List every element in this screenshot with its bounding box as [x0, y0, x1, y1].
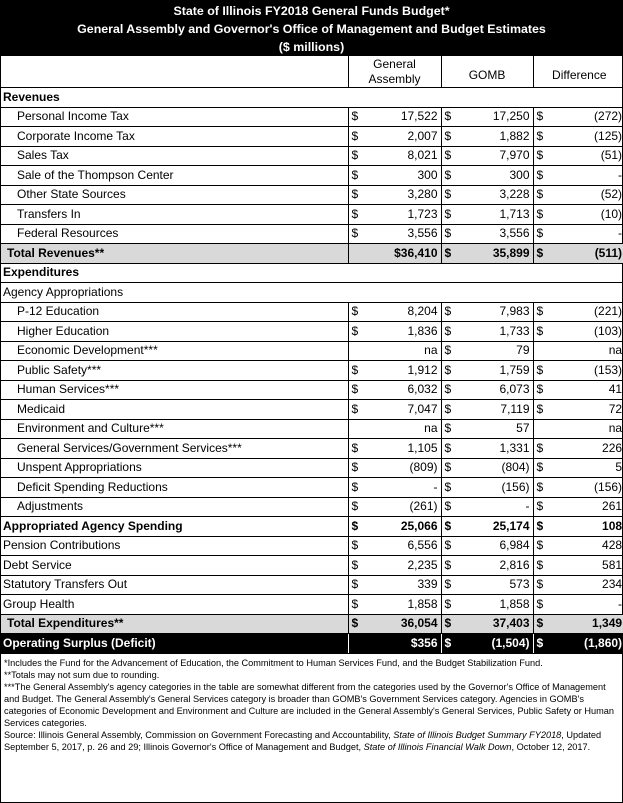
difference-value: (1,860) [546, 634, 623, 654]
ga-value: 6,032 [361, 380, 441, 400]
title-block [1, 1, 622, 56]
column-header-row [1, 56, 623, 88]
difference-value: (272) [546, 107, 623, 127]
ga-currency-symbol: $ [348, 400, 361, 420]
operating-surplus-row [1, 634, 623, 654]
ga-value: $36,410 [361, 244, 441, 264]
gomb-currency-symbol: $ [441, 127, 454, 147]
row-label: Sale of the Thompson Center [1, 166, 348, 186]
gomb-currency-symbol: $ [441, 458, 454, 478]
ga-value: 1,912 [361, 361, 441, 381]
ga-currency-symbol: $ [348, 107, 361, 127]
total-revenues-row [1, 244, 623, 264]
ga-value: 1,858 [361, 595, 441, 615]
difference-value: (10) [546, 205, 623, 225]
diff-currency-symbol [533, 419, 546, 439]
row-label: Economic Development*** [1, 341, 348, 361]
ga-value: - [361, 478, 441, 498]
appropriation-row [1, 361, 623, 381]
diff-currency-symbol: $ [533, 107, 546, 127]
gomb-value: 1,733 [454, 322, 533, 342]
difference-value: (125) [546, 127, 623, 147]
header-general-assembly [348, 56, 441, 88]
diff-currency-symbol: $ [533, 497, 546, 517]
row-label: Pension Contributions [1, 536, 348, 556]
gomb-currency-symbol: $ [441, 107, 454, 127]
diff-currency-symbol: $ [533, 634, 546, 654]
diff-currency-symbol: $ [533, 595, 546, 615]
gomb-value: (156) [454, 478, 533, 498]
appropriated-agency-spending-row [1, 517, 623, 537]
diff-currency-symbol: $ [533, 536, 546, 556]
gomb-value: 1,759 [454, 361, 533, 381]
revenue-row [1, 127, 623, 147]
header-ga-line2: Assembly [368, 72, 421, 86]
gomb-value: 37,403 [454, 614, 533, 634]
gomb-currency-symbol: $ [441, 595, 454, 615]
gomb-value: 17,250 [454, 107, 533, 127]
gomb-value: 35,899 [454, 244, 533, 264]
ga-currency-symbol: $ [348, 146, 361, 166]
ga-value: na [361, 341, 441, 361]
gomb-currency-symbol: $ [441, 380, 454, 400]
footnote-2: **Totals may not sum due to rounding. [4, 669, 160, 680]
ga-currency-symbol: $ [348, 322, 361, 342]
appropriation-row [1, 439, 623, 459]
gomb-currency-symbol: $ [441, 419, 454, 439]
row-label: Higher Education [1, 322, 348, 342]
row-label: General Services/Government Services*** [1, 439, 348, 459]
ga-value: $356 [361, 634, 441, 654]
row-label: Appropriated Agency Spending [1, 517, 348, 537]
revenue-row [1, 205, 623, 225]
other-expenditure-row [1, 556, 623, 576]
appropriation-row [1, 478, 623, 498]
ga-currency-symbol: $ [348, 458, 361, 478]
other-expenditure-row [1, 575, 623, 595]
ga-currency-symbol: $ [348, 478, 361, 498]
row-label: Corporate Income Tax [1, 127, 348, 147]
gomb-currency-symbol: $ [441, 536, 454, 556]
gomb-currency-symbol: $ [441, 497, 454, 517]
difference-value: (221) [546, 302, 623, 322]
ga-value: 25,066 [361, 517, 441, 537]
appropriation-row [1, 458, 623, 478]
difference-value: 226 [546, 439, 623, 459]
row-label: Environment and Culture*** [1, 419, 348, 439]
row-label: Sales Tax [1, 146, 348, 166]
appropriation-row [1, 497, 623, 517]
ga-value: 7,047 [361, 400, 441, 420]
ga-value: (261) [361, 497, 441, 517]
ga-currency-symbol: $ [348, 536, 361, 556]
ga-value: 8,204 [361, 302, 441, 322]
ga-currency-symbol: $ [348, 361, 361, 381]
footnote-1: *Includes the Fund for the Advancement of Education, the Commitment to Human Services Fund, and the Budget Stabilization Fund. [4, 657, 543, 668]
ga-currency-symbol: $ [348, 556, 361, 576]
row-label: Public Safety*** [1, 361, 348, 381]
gomb-value: (804) [454, 458, 533, 478]
difference-value: (103) [546, 322, 623, 342]
difference-value: 234 [546, 575, 623, 595]
diff-currency-symbol: $ [533, 322, 546, 342]
ga-value: 300 [361, 166, 441, 186]
gomb-value: 300 [454, 166, 533, 186]
ga-currency-symbol: $ [348, 302, 361, 322]
difference-value: - [546, 224, 623, 244]
gomb-value: 3,556 [454, 224, 533, 244]
header-blank [1, 56, 348, 88]
gomb-currency-symbol: $ [441, 322, 454, 342]
footnotes [1, 654, 622, 753]
ga-currency-symbol: $ [348, 575, 361, 595]
ga-currency-symbol: $ [348, 205, 361, 225]
ga-currency-symbol: $ [348, 224, 361, 244]
diff-currency-symbol: $ [533, 185, 546, 205]
revenue-row [1, 146, 623, 166]
source-title-1: State of Illinois Budget Summary FY2018 [393, 729, 562, 740]
gomb-value: 7,970 [454, 146, 533, 166]
row-label: Transfers In [1, 205, 348, 225]
ga-currency-symbol: $ [348, 127, 361, 147]
ga-value: 339 [361, 575, 441, 595]
ga-value: 1,105 [361, 439, 441, 459]
gomb-value: 1,331 [454, 439, 533, 459]
ga-value: 8,021 [361, 146, 441, 166]
gomb-currency-symbol: $ [441, 185, 454, 205]
gomb-value: (1,504) [454, 634, 533, 654]
ga-currency-symbol: $ [348, 185, 361, 205]
gomb-value: 57 [454, 419, 533, 439]
difference-value: (156) [546, 478, 623, 498]
gomb-value: 2,816 [454, 556, 533, 576]
row-label: Total Expenditures** [1, 614, 348, 634]
diff-currency-symbol: $ [533, 575, 546, 595]
other-expenditure-row [1, 595, 623, 615]
gomb-currency-symbol: $ [441, 361, 454, 381]
source-text-e: , October 12, 2017. [511, 741, 591, 752]
diff-currency-symbol: $ [533, 458, 546, 478]
title-line-2: General Assembly and Governor's Office of Management and Budget Estimates [77, 22, 546, 36]
row-label: Operating Surplus (Deficit) [1, 634, 348, 654]
gomb-currency-symbol: $ [441, 166, 454, 186]
difference-value: na [546, 341, 623, 361]
row-label: Medicaid [1, 400, 348, 420]
difference-value: (52) [546, 185, 623, 205]
revenue-row [1, 185, 623, 205]
difference-value: 428 [546, 536, 623, 556]
difference-value: 72 [546, 400, 623, 420]
total-expenditures-row [1, 614, 623, 634]
source-note [4, 729, 618, 753]
gomb-currency-symbol: $ [441, 575, 454, 595]
ga-value: 6,556 [361, 536, 441, 556]
ga-value: 36,054 [361, 614, 441, 634]
gomb-value: 79 [454, 341, 533, 361]
footnote-3: ***The General Assembly's agency categories in the table are somewhat different from the categories used by the Governor's Office of Management and Budget. The General Assembly's General Services category is broader than GOMB's Government Services category. Agencies in GOMB's categories of Economic Development and Environment and Culture are included in the General Assembly's General Services, Public Safety or Human Services categories. [4, 681, 614, 728]
difference-value: 581 [546, 556, 623, 576]
row-label: Other State Sources [1, 185, 348, 205]
difference-value: (51) [546, 146, 623, 166]
ga-value: 1,723 [361, 205, 441, 225]
revenue-row [1, 166, 623, 186]
gomb-currency-symbol: $ [441, 478, 454, 498]
diff-currency-symbol: $ [533, 439, 546, 459]
difference-value: 1,349 [546, 614, 623, 634]
budget-table [1, 56, 623, 654]
gomb-currency-symbol: $ [441, 614, 454, 634]
ga-value: 3,280 [361, 185, 441, 205]
gomb-currency-symbol: $ [441, 400, 454, 420]
revenue-row [1, 224, 623, 244]
ga-currency-symbol: $ [348, 497, 361, 517]
ga-value: 2,007 [361, 127, 441, 147]
gomb-currency-symbol: $ [441, 341, 454, 361]
diff-currency-symbol: $ [533, 478, 546, 498]
gomb-value: 1,858 [454, 595, 533, 615]
difference-value: - [546, 595, 623, 615]
other-expenditure-row [1, 536, 623, 556]
row-label: Unspent Appropriations [1, 458, 348, 478]
ga-value: na [361, 419, 441, 439]
gomb-currency-symbol: $ [441, 634, 454, 654]
ga-currency-symbol: $ [348, 517, 361, 537]
row-label: P-12 Education [1, 302, 348, 322]
gomb-currency-symbol: $ [441, 302, 454, 322]
diff-currency-symbol: $ [533, 614, 546, 634]
diff-currency-symbol: $ [533, 205, 546, 225]
ga-currency-symbol [348, 419, 361, 439]
difference-value: na [546, 419, 623, 439]
ga-currency-symbol: $ [348, 166, 361, 186]
title-line-1: State of Illinois FY2018 General Funds Budget* [173, 4, 450, 18]
difference-value: 261 [546, 497, 623, 517]
appropriation-row [1, 380, 623, 400]
section-label: Agency Appropriations [1, 283, 623, 303]
section-expenditures [1, 263, 623, 283]
ga-currency-symbol: $ [348, 595, 361, 615]
header-gomb: GOMB [441, 56, 533, 88]
gomb-value: 25,174 [454, 517, 533, 537]
ga-currency-symbol [348, 244, 361, 264]
gomb-value: 1,882 [454, 127, 533, 147]
ga-currency-symbol: $ [348, 439, 361, 459]
section-revenues [1, 88, 623, 108]
ga-value: 2,235 [361, 556, 441, 576]
gomb-value: 6,984 [454, 536, 533, 556]
diff-currency-symbol: $ [533, 517, 546, 537]
source-text-c: , Updated September 5, 2017, p. 26 and 29; Illinois Governor's Office of Management and Budget, [4, 729, 602, 752]
row-label: Human Services*** [1, 380, 348, 400]
diff-currency-symbol: $ [533, 361, 546, 381]
diff-currency-symbol: $ [533, 146, 546, 166]
diff-currency-symbol: $ [533, 244, 546, 264]
ga-value: 1,836 [361, 322, 441, 342]
section-agency-appropriations [1, 283, 623, 303]
ga-value: (809) [361, 458, 441, 478]
row-label: Debt Service [1, 556, 348, 576]
gomb-currency-symbol: $ [441, 205, 454, 225]
diff-currency-symbol: $ [533, 127, 546, 147]
row-label: Total Revenues** [1, 244, 348, 264]
ga-currency-symbol [348, 341, 361, 361]
gomb-value: 1,713 [454, 205, 533, 225]
appropriation-row [1, 341, 623, 361]
ga-currency-symbol [348, 634, 361, 654]
diff-currency-symbol: $ [533, 166, 546, 186]
difference-value: 5 [546, 458, 623, 478]
difference-value: - [546, 166, 623, 186]
appropriation-row [1, 302, 623, 322]
difference-value: (511) [546, 244, 623, 264]
row-label: Deficit Spending Reductions [1, 478, 348, 498]
appropriation-row [1, 419, 623, 439]
source-title-2: State of Illinois Financial Walk Down [363, 741, 512, 752]
row-label: Adjustments [1, 497, 348, 517]
gomb-currency-symbol: $ [441, 439, 454, 459]
section-label: Revenues [1, 88, 623, 108]
row-label: Personal Income Tax [1, 107, 348, 127]
difference-value: (153) [546, 361, 623, 381]
source-text-a: Source: Illinois General Assembly, Commission on Government Forecasting and Accountability, [4, 729, 394, 740]
gomb-value: - [454, 497, 533, 517]
diff-currency-symbol: $ [533, 556, 546, 576]
gomb-value: 573 [454, 575, 533, 595]
ga-currency-symbol: $ [348, 614, 361, 634]
difference-value: 108 [546, 517, 623, 537]
gomb-value: 7,119 [454, 400, 533, 420]
appropriation-row [1, 322, 623, 342]
title-line-3: ($ millions) [278, 40, 345, 54]
ga-value: 17,522 [361, 107, 441, 127]
revenue-row [1, 107, 623, 127]
diff-currency-symbol: $ [533, 380, 546, 400]
header-difference: Difference [533, 56, 623, 88]
appropriation-row [1, 400, 623, 420]
diff-currency-symbol: $ [533, 400, 546, 420]
gomb-currency-symbol: $ [441, 224, 454, 244]
ga-value: 3,556 [361, 224, 441, 244]
diff-currency-symbol: $ [533, 302, 546, 322]
ga-currency-symbol: $ [348, 380, 361, 400]
diff-currency-symbol [533, 341, 546, 361]
header-ga-line1: General [373, 57, 416, 71]
row-label: Group Health [1, 595, 348, 615]
budget-table-body [1, 56, 623, 653]
row-label: Federal Resources [1, 224, 348, 244]
gomb-currency-symbol: $ [441, 556, 454, 576]
section-label: Expenditures [1, 263, 623, 283]
gomb-value: 3,228 [454, 185, 533, 205]
gomb-value: 6,073 [454, 380, 533, 400]
row-label: Statutory Transfers Out [1, 575, 348, 595]
diff-currency-symbol: $ [533, 224, 546, 244]
gomb-value: 7,983 [454, 302, 533, 322]
gomb-currency-symbol: $ [441, 146, 454, 166]
difference-value: 41 [546, 380, 623, 400]
gomb-currency-symbol: $ [441, 244, 454, 264]
gomb-currency-symbol: $ [441, 517, 454, 537]
